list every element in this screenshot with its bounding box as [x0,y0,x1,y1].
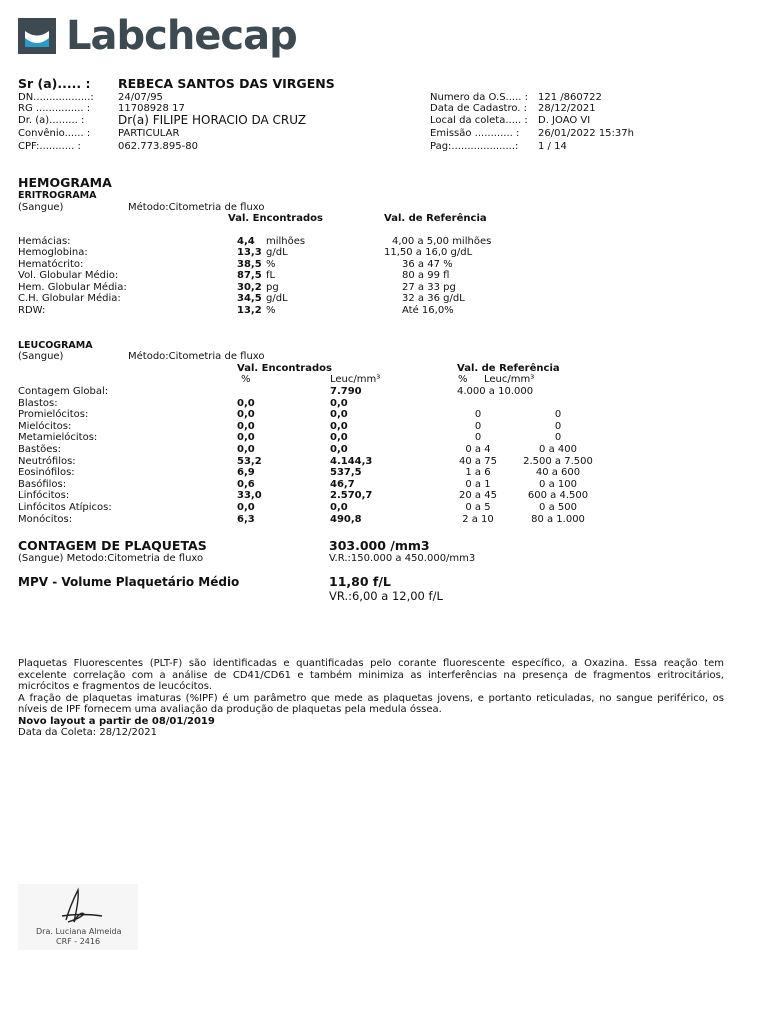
leucograma-row-label: Eosinófilos: [18,467,75,478]
leucograma-row-ref-abs: 0 a 100 [539,479,577,490]
signature-crf: CRF - 2416 [56,937,101,946]
doctor-value: Dr(a) FILIPE HORACIO DA CRUZ [118,113,307,127]
leucograma-row-abs: 0,0 [330,409,348,420]
eritrograma-row-unit: milhões [266,236,306,247]
leucograma-row-pct: 6,3 [237,514,255,525]
dn-label: DN..................: [18,92,94,103]
eritrograma-row-value: 34,5 [237,293,262,304]
doctor-label: Dr. (a)......... : [18,115,85,126]
notes-ipf: A fração de plaquetas imaturas (%IPF) é um parâmetro que mede as plaquetas jovens, e portanto reticuladas, no sangue periférico, os níveis de IPF fornecem uma avaliação da produção de plaquetas pela medula óssea. [18,692,724,715]
mpv-ref: VR.:6,00 a 12,00 f/L [329,589,443,603]
leucograma-row-pct: 0,0 [237,409,255,420]
leucograma-row-label: Monócitos: [18,514,73,525]
local-value: D. JOAO VI [538,115,591,126]
leucograma-row-ref-pct: 0 a 4 [465,444,491,455]
page-value: 1 / 14 [538,141,567,152]
leucograma-row-ref-abs: 600 a 4.500 [527,490,589,501]
eritrograma-row-ref: 36 a 47 % [402,259,453,270]
eritrograma-col-ref: Val. de Referência [384,213,487,224]
eritrograma-row-value: 13,3 [237,247,262,258]
leucograma-row-label: Blastos: [18,398,58,409]
mpv-value: 11,80 f/L [329,574,391,589]
leucograma-row-pct: 0,0 [237,432,255,443]
leucograma-row-ref-pct: 0 a 1 [465,479,491,490]
signature-block [18,884,138,950]
os-label: Numero da O.S..... : [430,92,528,103]
leucograma-row-ref-pct: 0 a 5 [465,502,491,513]
rg-label: RG ............... : [18,103,91,114]
leucograma-row-label: Linfócitos Atípicos: [18,502,112,513]
leucograma-method: Método:Citometria de fluxo [128,351,265,362]
brand-logo-icon [18,18,56,54]
leucograma-row-abs: 2.570,7 [330,490,373,501]
mpv-title: MPV - Volume Plaquetário Médio [18,575,240,589]
eritrograma-title: ERITROGRAMA [18,190,97,201]
eritrograma-row-value: 30,2 [237,282,262,293]
eritrograma-row-ref: 11,50 a 16,0 g/dL [384,247,473,258]
convenio-label: Convênio...... : [18,128,91,139]
eritrograma-col-found: Val. Encontrados [228,213,323,224]
leucograma-row-pct: 6,9 [237,467,255,478]
eritrograma-row-label: RDW: [18,305,46,316]
eritrograma-row-label: Hem. Globular Média: [18,282,127,293]
plaquetas-sample: (Sangue) Metodo:Citometria de fluxo [18,553,204,564]
local-label: Local da coleta..... : [430,115,528,126]
leucograma-row-pct: 0,6 [237,479,255,490]
leucograma-sub-leuc: Leuc/mm³ [330,374,381,385]
notes-layout: Novo layout a partir de 08/01/2019 [18,715,215,727]
signature-name: Dra. Luciana Almeida [36,927,122,936]
leucograma-row-pct: 0,0 [237,502,255,513]
eritrograma-row-ref: 27 a 33 pg [402,282,456,293]
leucograma-row-label: Linfócitos: [18,490,70,501]
leucograma-row-label: Neutrófilos: [18,456,76,467]
convenio-value: PARTICULAR [118,128,180,139]
eritrograma-row-value: 13,2 [237,305,262,316]
eritrograma-row-label: C.H. Globular Média: [18,293,121,304]
page-label: Pag:....................: [430,141,519,152]
leucograma-row-ref-abs: 2.500 a 7.500 [523,456,593,467]
cadastro-label: Data de Cadastro. : [430,103,528,114]
leucograma-row-abs: 46,7 [330,479,355,490]
leucograma-col-ref: Val. de Referência [457,363,560,374]
leucograma-row-ref-pct: 40 a 75 [459,456,497,467]
leucograma-row-label: Bastões: [18,444,61,455]
leucograma-row-ref-abs: 0 a 400 [539,444,577,455]
leucograma-row-abs: 4.144,3 [330,456,373,467]
eritrograma-row-label: Hemácias: [18,236,71,247]
leucograma-row-ref-pct: 4.000 a 10.000 [457,386,534,397]
leucograma-row-pct: 33,0 [237,490,262,501]
leucograma-row-abs: 490,8 [330,514,362,525]
eritrograma-sample: (Sangue) [18,202,64,213]
leucograma-row-ref-pct: 0 [474,421,482,432]
leucograma-row-ref-abs: 80 a 1.000 [531,514,585,525]
leucograma-row-pct: 0,0 [237,398,255,409]
leucograma-title: LEUCOGRAMA [18,340,93,351]
dn-value: 24/07/95 [118,92,163,103]
leucograma-row-pct: 53,2 [237,456,262,467]
leucograma-row-ref-pct: 0 [474,409,482,420]
eritrograma-row-unit: % [266,305,276,316]
leucograma-col-found: Val. Encontrados [237,363,332,374]
leucograma-row-ref-abs: 0 a 500 [539,502,577,513]
leucograma-row-ref-pct: 0 [474,432,482,443]
cpf-value: 062.773.895-80 [118,141,198,152]
eritrograma-row-value: 38,5 [237,259,262,270]
leucograma-row-abs: 0,0 [330,444,348,455]
cadastro-value: 28/12/2021 [538,103,596,114]
leucograma-row-ref-pct: 2 a 10 [462,514,494,525]
emissao-value: 26/01/2022 15:37h [538,128,634,139]
leucograma-sample: (Sangue) [18,351,64,362]
plaquetas-value: 303.000 /mm3 [329,538,430,553]
leucograma-row-pct: 0,0 [237,421,255,432]
leucograma-row-abs: 0,0 [330,502,348,513]
eritrograma-row-value: 87,5 [237,270,262,281]
eritrograma-row-ref: Até 16,0% [402,305,454,316]
leucograma-row-abs: 0,0 [330,398,348,409]
eritrograma-row-label: Hematócrito: [18,259,84,270]
leucograma-sub-ref-pct: % [458,374,468,385]
leucograma-row-ref-abs: 0 [554,421,562,432]
leucograma-row-abs: 537,5 [330,467,362,478]
leucograma-row-abs: 0,0 [330,421,348,432]
leucograma-row-ref-pct: 20 a 45 [459,490,497,501]
leucograma-row-pct: 0,0 [237,444,255,455]
eritrograma-method: Método:Citometria de fluxo [128,202,265,213]
eritrograma-row-value: 4,4 [237,236,255,247]
os-value: 121 /860722 [538,92,602,103]
notes-coleta-date: Data da Coleta: 28/12/2021 [18,727,157,738]
leucograma-row-label: Basófilos: [18,479,67,490]
leucograma-row-ref-pct: 1 a 6 [465,467,491,478]
eritrograma-row-ref: 80 a 99 fl [402,270,450,281]
leucograma-row-label: Metamielócitos: [18,432,98,443]
eritrograma-row-unit: % [266,259,276,270]
leucograma-row-label: Contagem Global: [18,386,109,397]
plaquetas-ref: V.R.:150.000 a 450.000/mm3 [329,553,476,564]
leucograma-row-abs: 0,0 [330,432,348,443]
leucograma-row-ref-abs: 40 a 600 [535,467,581,478]
emissao-label: Emissão ............ : [430,128,520,139]
leucograma-sub-ref-leuc: Leuc/mm³ [484,374,535,385]
eritrograma-row-unit: fL [266,270,276,281]
eritrograma-row-label: Vol. Globular Médio: [18,270,119,281]
notes-plt-f: Plaquetas Fluorescentes (PLT-F) são identificadas e quantificadas pelo corante fluorescente específico, a Oxazina. Essa reação tem excelente correlação com a análise de CD41/CD61 e também minimiza as interferências na presença de fragmentos eritrocitários, micrócitos e fragmentos de leucócitos. [18,658,724,692]
cpf-label: CPF:........... : [18,141,81,152]
leucograma-row-label: Mielócitos: [18,421,72,432]
leucograma-row-abs: 7.790 [330,386,362,397]
patient-name: REBECA SANTOS DAS VIRGENS [118,76,335,91]
eritrograma-row-label: Hemoglobina: [18,247,88,258]
eritrograma-row-ref: 4,00 a 5,00 milhões [392,236,492,247]
leucograma-sub-pct: % [241,374,251,385]
leucograma-row-label: Promielócitos: [18,409,89,420]
eritrograma-row-unit: pg [266,282,279,293]
brand-name: Labchecap [66,13,297,59]
notes-block [18,658,724,739]
eritrograma-row-unit: g/dL [266,247,288,258]
leucograma-row-ref-abs: 0 [554,409,562,420]
eritrograma-row-ref: 32 a 36 g/dL [402,293,465,304]
hemograma-title: HEMOGRAMA [18,175,112,190]
plaquetas-title: CONTAGEM DE PLAQUETAS [18,538,207,553]
patient-name-label: Sr (a)..... : [18,76,91,91]
leucograma-row-ref-abs: 0 [554,432,562,443]
eritrograma-row-unit: g/dL [266,293,288,304]
rg-value: 11708928 17 [118,103,185,114]
